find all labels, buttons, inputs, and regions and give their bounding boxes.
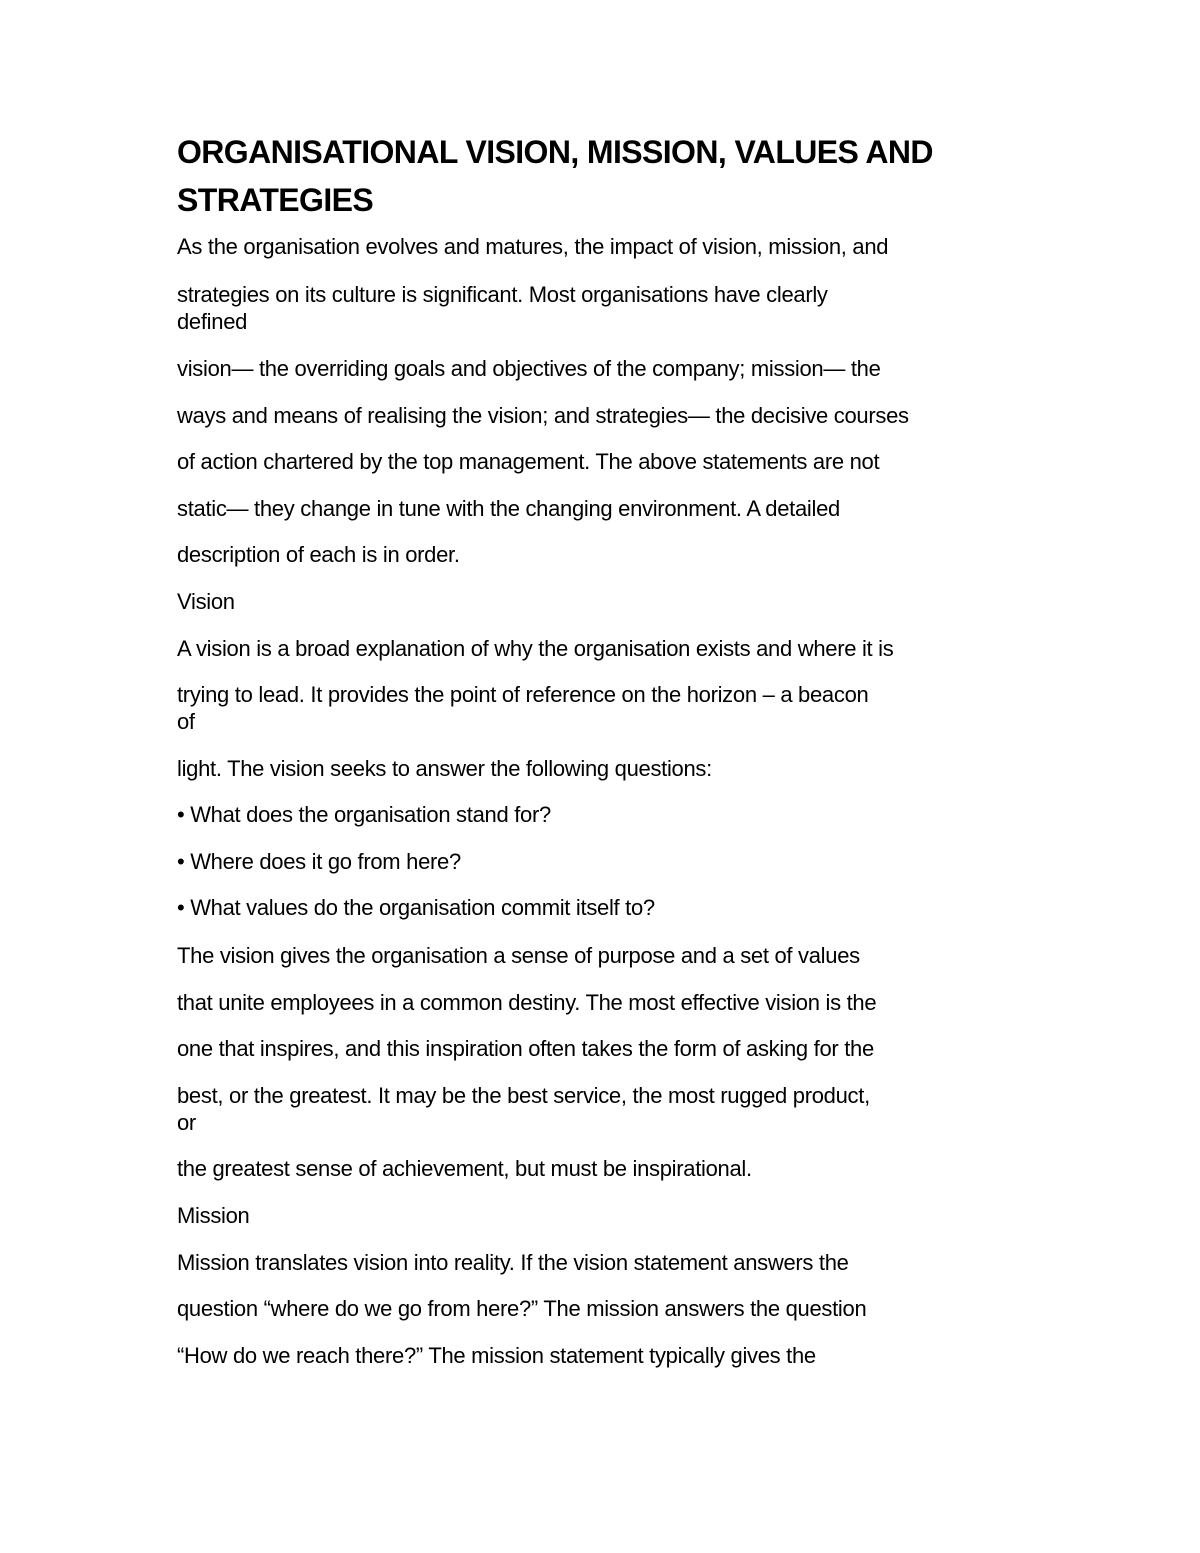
text-line: light. The vision seeks to answer the following questions:	[177, 756, 712, 781]
section-heading-vision: Vision	[177, 589, 235, 614]
text-line: vision— the overriding goals and objectives of the company; mission— the	[177, 356, 881, 381]
text-line: Mission translates vision into reality. If the vision statement answers the	[177, 1250, 849, 1275]
text-line: “How do we reach there?” The mission statement typically gives the	[177, 1343, 816, 1368]
bullet-item: • What values do the organisation commit itself to?	[177, 895, 655, 920]
text-line: best, or the greatest. It may be the best service, the most rugged product,	[177, 1083, 870, 1108]
text-line: the greatest sense of achievement, but must be inspirational.	[177, 1156, 752, 1181]
text-line: defined	[177, 309, 248, 334]
text-line: of	[177, 709, 195, 734]
text-line: ways and means of realising the vision; and strategies— the decisive courses	[177, 403, 909, 428]
text-line: static— they change in tune with the changing environment. A detailed	[177, 496, 840, 521]
text-line: that unite employees in a common destiny. The most effective vision is the	[177, 990, 877, 1015]
bullet-item: • What does the organisation stand for?	[177, 802, 551, 827]
text-line: question “where do we go from here?” The mission answers the question	[177, 1296, 867, 1321]
document-title: ORGANISATIONAL VISION, MISSION, VALUES AND STRATEGIES	[177, 134, 933, 218]
text-line: of action chartered by the top management. The above statements are not	[177, 449, 880, 474]
text-line: or	[177, 1110, 196, 1135]
text-line: A vision is a broad explanation of why the organisation exists and where it is	[177, 636, 894, 661]
text-line: description of each is in order.	[177, 542, 460, 567]
bullet-item: • Where does it go from here?	[177, 849, 461, 874]
text-line: trying to lead. It provides the point of reference on the horizon – a beacon	[177, 682, 869, 707]
text-line: The vision gives the organisation a sense of purpose and a set of values	[177, 943, 860, 968]
text-line: As the organisation evolves and matures, the impact of vision, mission, and	[177, 234, 889, 259]
text-line: one that inspires, and this inspiration often takes the form of asking for the	[177, 1036, 874, 1061]
text-line: strategies on its culture is significant. Most organisations have clearly	[177, 282, 828, 307]
section-heading-mission: Mission	[177, 1203, 250, 1228]
